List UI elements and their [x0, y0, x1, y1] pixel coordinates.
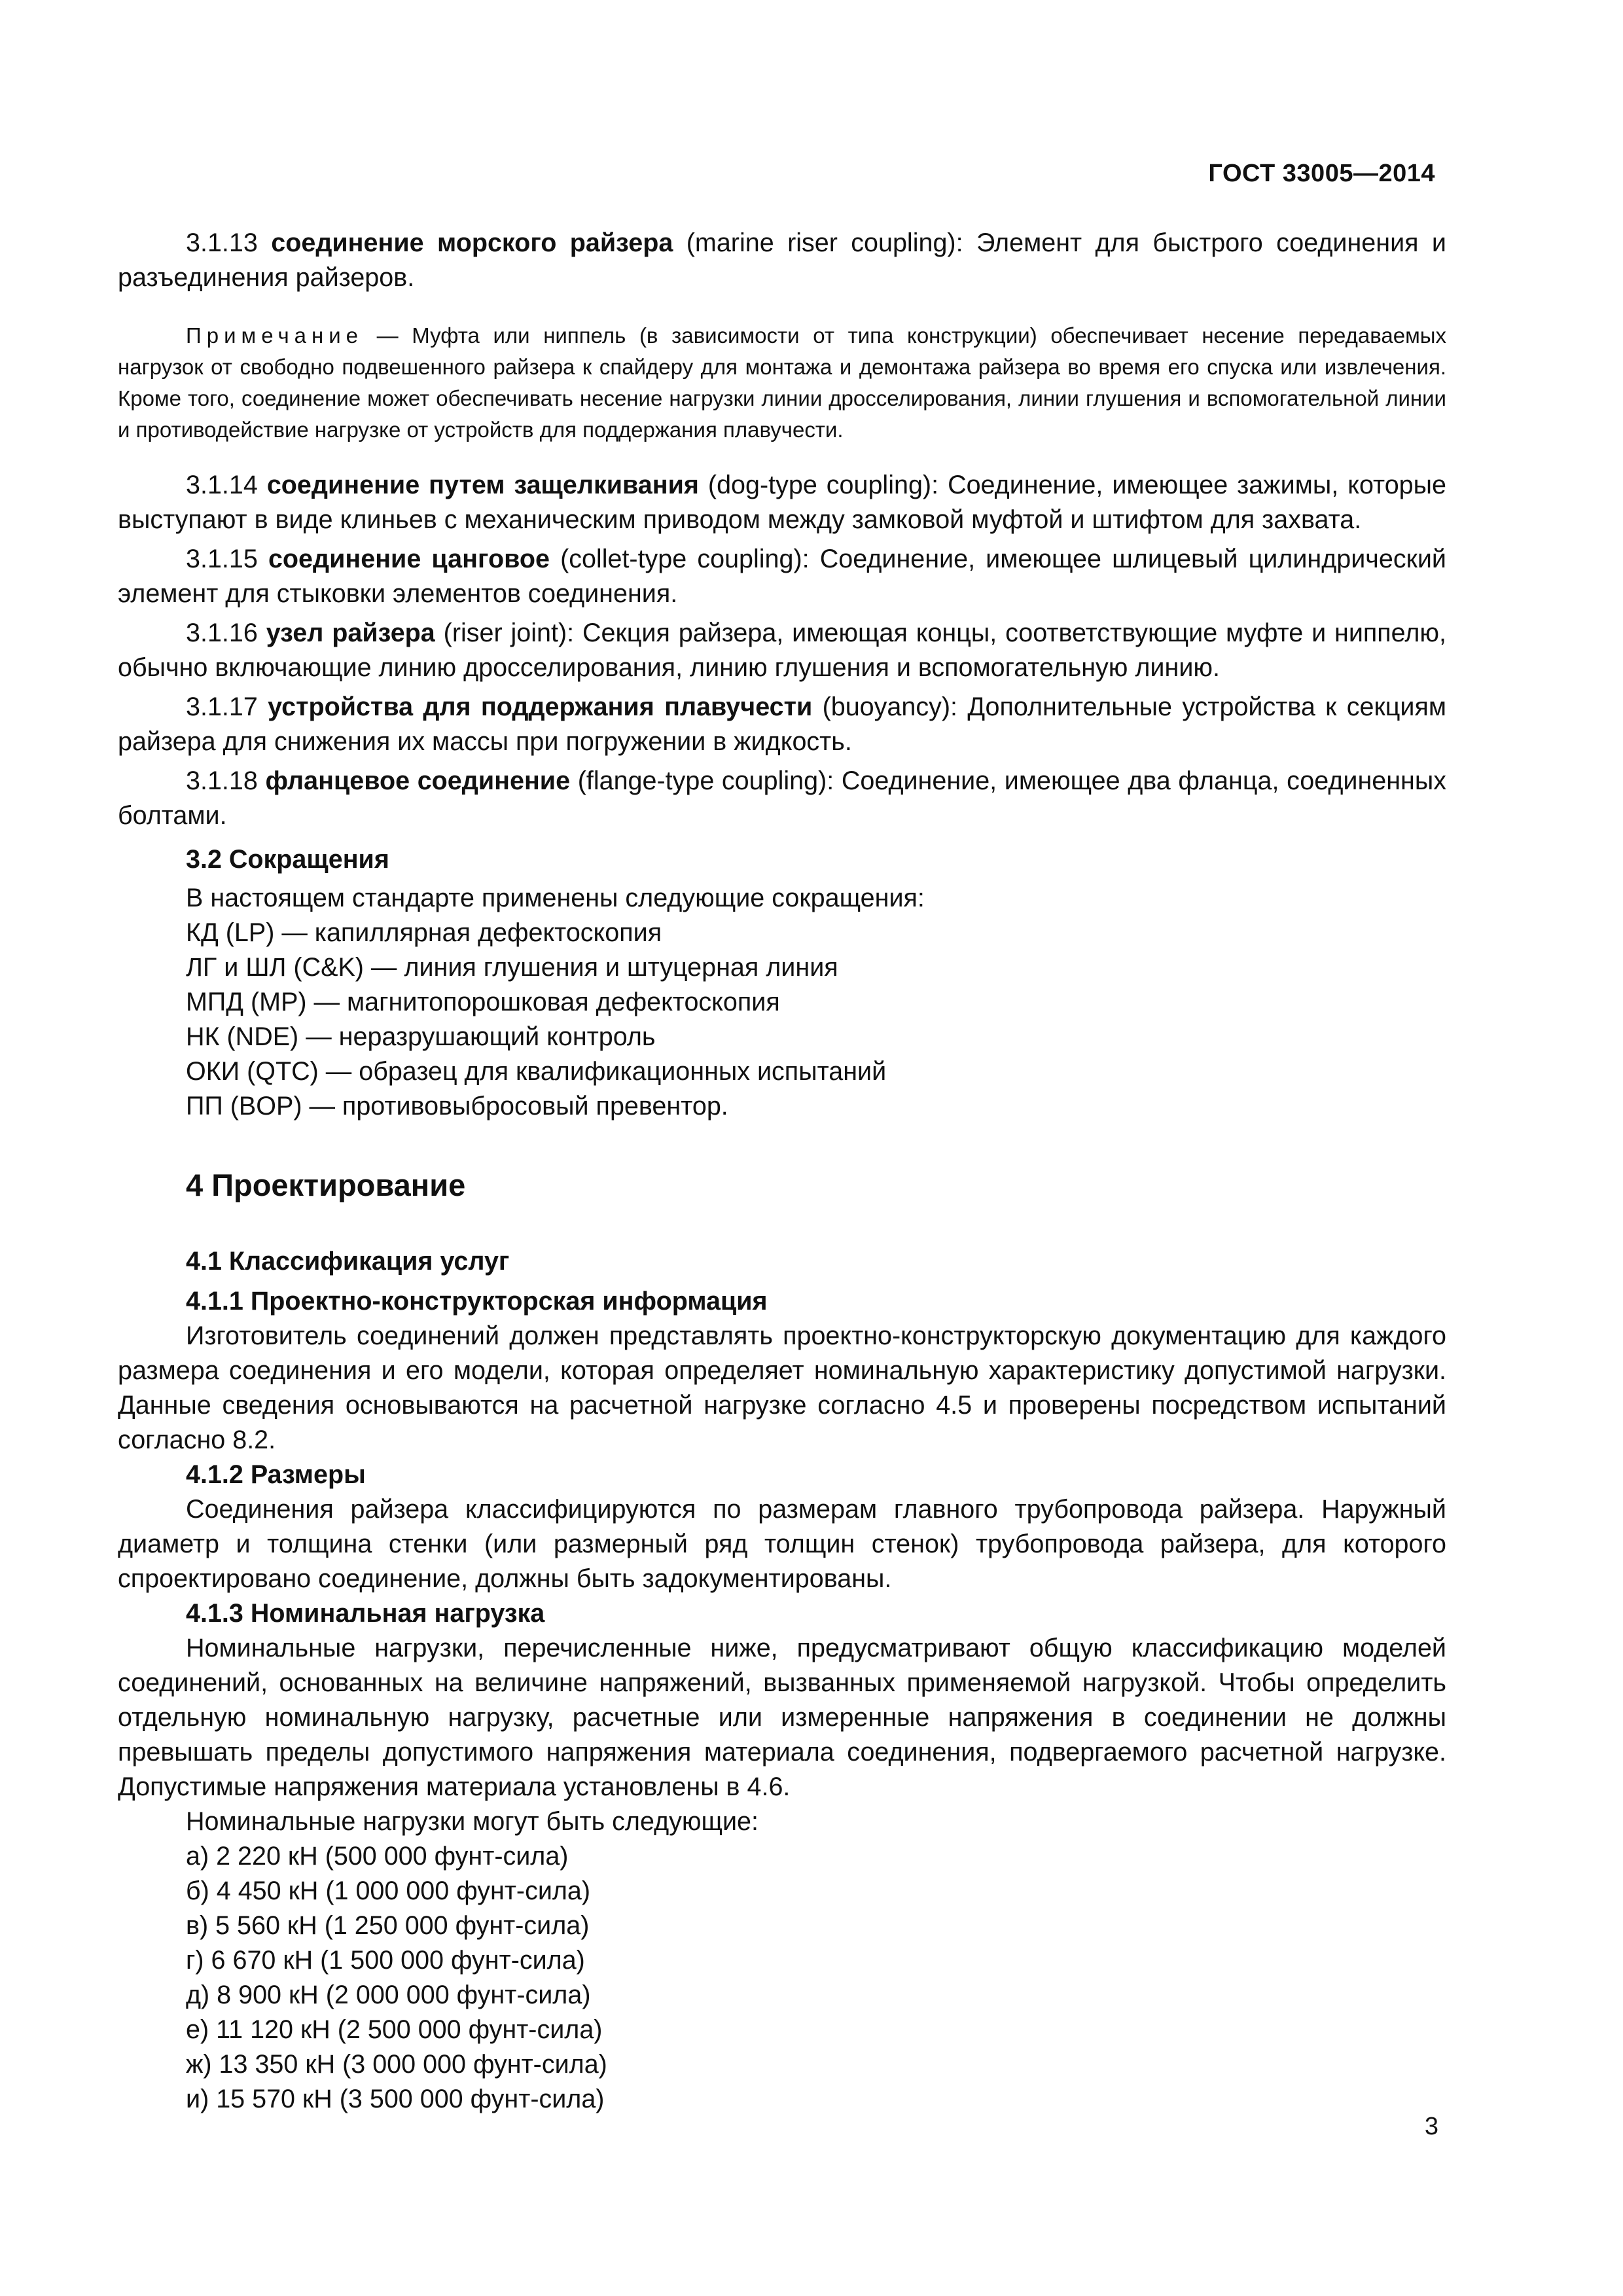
term-english: (riser joint): [443, 619, 575, 647]
term-name: узел райзера [266, 619, 435, 647]
term-number: 3.1.18 [186, 766, 258, 795]
load-item: е) 11 120 кН (2 500 000 фунт-сила) [186, 2015, 603, 2044]
loads-intro: Номинальные нагрузки могут быть следующие: [186, 1807, 758, 1836]
term-english: (flange-type coupling): [577, 766, 834, 795]
load-item: ж) 13 350 кН (3 000 000 фунт-сила) [186, 2050, 607, 2079]
term-3-1-18 [118, 764, 1446, 833]
load-item: д) 8 900 кН (2 000 000 фунт-сила) [186, 1981, 591, 2009]
abbreviations-intro: В настоящем стандарте применены следующие сокращения: [186, 884, 925, 912]
abbreviation-item: КД (LP) — капиллярная дефектоскопия [186, 918, 662, 947]
abbreviation-item: МПД (MP) — магнитопорошковая дефектоскопия [186, 988, 780, 1016]
term-3-1-15 [118, 542, 1446, 611]
note-text: — Муфта или ниппель (в зависимости от типа конструкции) обеспечивает несение передаваемых нагрузок от свободно подвешенного райзера к спайдеру для монтажа и демонтажа райзера во время его спуска или извлечения. Кроме того, соединение может обеспечивать несение нагрузки линии дросселирования, линии глушения и вспомогательной линии и противодействие нагрузке от устройств для поддержания плавучести. [118, 323, 1446, 442]
document-id-header: ГОСТ 33005—2014 [1208, 160, 1435, 187]
section-4-1-1-text: Изготовитель соединений должен представлять проектно-конструкторскую документацию для каждого размера соединения и его модели, которая определяет номинальную характеристику допустимой нагрузки. Данные сведения основываются на расчетной нагрузке согласно 4.5 и проверены посредством испытаний согласно 8.2. [118, 1321, 1446, 1454]
load-item: и) 15 570 кН (3 500 000 фунт-сила) [186, 2085, 605, 2113]
section-4-1-3-heading: 4.1.3 Номинальная нагрузка [186, 1599, 545, 1628]
term-number: 3.1.15 [186, 545, 258, 573]
abbreviation-item: НК (NDE) — неразрушающий контроль [186, 1022, 656, 1051]
load-item: а) 2 220 кН (500 000 фунт-сила) [186, 1842, 569, 1871]
term-3-1-17 [118, 690, 1446, 759]
section-4-1-1-heading: 4.1.1 Проектно-конструкторская информация [186, 1287, 768, 1316]
section-4-1-3-text: Номинальные нагрузки, перечисленные ниже, предусматривают общую классификацию моделей соединений, основанных на величине напряжений, вызванных применяемой нагрузкой. Чтобы определить отдельную номинальную нагрузку, расчетные или измеренные напряжения в соединении не должны превышать пределы допустимого напряжения материала соединения, подвергаемого расчетной нагрузке. Допустимые напряжения материала установлены в 4.6. [118, 1634, 1446, 1801]
term-definition: Соединение, имеющее шлицевый цилиндрический элемент для стыковки элементов соединения. [118, 545, 1446, 608]
abbreviations-heading: 3.2 Сокращения [186, 845, 389, 874]
section-4-1-heading: 4.1 Классификация услуг [186, 1247, 510, 1276]
note-paragraph [118, 320, 1446, 446]
term-english: (collet-type coupling): [560, 545, 810, 573]
load-item: в) 5 560 кН (1 250 000 фунт-сила) [186, 1911, 590, 1940]
term-3-1-14 [118, 468, 1446, 537]
note-label: Примечание [186, 323, 364, 348]
term-definition: Дополнительные устройства к секциям райзера для снижения их массы при погружении в жидкость. [118, 692, 1446, 756]
section-4-1-2-text: Соединения райзера классифицируются по размерам главного трубопровода райзера. Наружный диаметр и толщина стенки (или размерный ряд толщин стенок) трубопровода райзера, для которого спроектировано соединение, должны быть задокументированы. [118, 1495, 1446, 1593]
term-definition: Соединение, имеющее зажимы, которые выступают в виде клиньев с механическим приводом между замковой муфтой и штифтом для захвата. [118, 471, 1446, 534]
term-english: (marine riser coupling): [686, 228, 963, 257]
term-definition: Элемент для быстрого соединения и разъединения райзеров. [118, 228, 1446, 292]
term-definition: Секция райзера, имеющая концы, соответствующие муфте и ниппелю, обычно включающие линию дросселирования, линию глушения и вспомогательную линию. [118, 619, 1446, 682]
term-name: соединение морского райзера [271, 228, 673, 257]
term-name: соединение цанговое [268, 545, 550, 573]
term-number: 3.1.17 [186, 692, 258, 721]
abbreviations-list [118, 916, 1446, 1124]
term-definition: Соединение, имеющее два фланца, соединенных болтами. [118, 766, 1446, 830]
term-3-1-16 [118, 616, 1446, 685]
abbreviation-item: ПП (BOP) — противовыбросовый превентор. [186, 1092, 728, 1121]
page-content [118, 226, 1446, 2117]
term-english: (buoyancy): [822, 692, 957, 721]
term-english: (dog-type coupling): [707, 471, 939, 499]
section-4-heading: 4 Проектирование [186, 1168, 466, 1202]
load-item: б) 4 450 кН (1 000 000 фунт-сила) [186, 1876, 591, 1905]
page-number: 3 [1424, 2113, 1438, 2140]
loads-list [118, 1839, 1446, 2117]
abbreviation-item: ЛГ и ШЛ (C&K) — линия глушения и штуцерная линия [186, 953, 838, 982]
term-number: 3.1.13 [186, 228, 258, 257]
section-4-1-2-heading: 4.1.2 Размеры [186, 1460, 366, 1489]
term-number: 3.1.14 [186, 471, 258, 499]
load-item: г) 6 670 кН (1 500 000 фунт-сила) [186, 1946, 585, 1975]
term-name: фланцевое соединение [265, 766, 571, 795]
term-name: соединение путем защелкивания [266, 471, 699, 499]
term-number: 3.1.16 [186, 619, 258, 647]
term-name: устройства для поддержания плавучести [268, 692, 813, 721]
abbreviation-item: ОКИ (QTC) — образец для квалификационных испытаний [186, 1057, 887, 1086]
term-3-1-13 [118, 226, 1446, 295]
